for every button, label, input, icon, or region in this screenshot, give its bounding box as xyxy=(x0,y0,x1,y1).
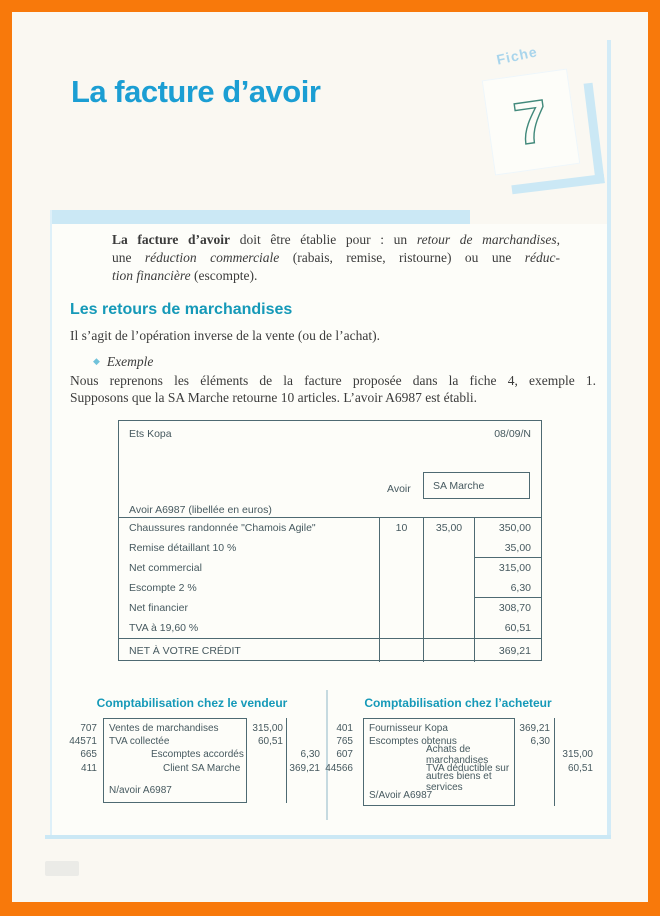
table-row xyxy=(119,598,541,618)
account-number: 765 xyxy=(336,736,353,748)
table-row xyxy=(119,558,541,578)
cell-unit: 35,00 xyxy=(423,518,474,538)
account-number: 707 xyxy=(80,722,97,734)
account-label: Escomptes obtenus xyxy=(369,736,457,748)
cell-qty: 10 xyxy=(379,518,423,538)
cell-qty xyxy=(379,618,423,638)
debit-amount: 315,00 xyxy=(252,722,283,734)
cell-unit xyxy=(423,578,474,598)
account-number: 401 xyxy=(336,722,353,734)
intro-bold: La facture d’avoir xyxy=(112,232,231,247)
invoice-avoir-label: Avoir xyxy=(387,483,411,495)
cell-amount: 369,21 xyxy=(474,639,541,662)
debit-amount: 369,21 xyxy=(519,722,550,734)
intro-italic: retour de marchandises xyxy=(416,232,557,247)
journal-rows xyxy=(52,722,324,776)
buyer-journal xyxy=(312,718,604,810)
vendor-journal xyxy=(52,718,324,810)
cell-desc: Escompte 2 % xyxy=(129,582,197,594)
cell-desc: Remise détaillant 10 % xyxy=(129,542,237,554)
table-row xyxy=(119,578,541,598)
journal-note: S/Avoir A6987 xyxy=(369,790,433,801)
account-label: Escomptes accordés xyxy=(151,749,244,761)
journal-row xyxy=(52,722,324,735)
account-label: Client SA Marche xyxy=(163,762,241,774)
journal-row xyxy=(312,743,604,766)
intro-line-3 xyxy=(112,267,560,285)
cell-amount: 315,00 xyxy=(474,558,541,578)
account-number: 607 xyxy=(336,749,353,761)
table-row xyxy=(119,538,541,558)
account-number: 665 xyxy=(80,749,97,761)
account-label: Ventes de marchandises xyxy=(109,722,219,734)
decor-right-line xyxy=(607,40,611,837)
intro-text: (rabais, remise, ristourne) ou une xyxy=(279,250,525,265)
account-number: 44566 xyxy=(325,762,353,774)
cell-amount: 60,51 xyxy=(474,618,541,638)
journal-row xyxy=(312,770,604,793)
cell-desc: NET À VOTRE CRÉDIT xyxy=(129,644,241,657)
cell-qty xyxy=(379,639,423,662)
page-number-smudge xyxy=(45,861,79,876)
intro-text: (escompte). xyxy=(190,268,258,283)
intro-text: une xyxy=(112,250,145,265)
invoice-client-box xyxy=(423,472,530,499)
journal-note: N/avoir A6987 xyxy=(109,785,172,796)
page-inner xyxy=(12,12,648,902)
cell-unit xyxy=(423,598,474,618)
cell-amount: 308,70 xyxy=(474,598,541,618)
debit-amount: 6,30 xyxy=(530,736,550,748)
cell-qty xyxy=(379,598,423,618)
cell-desc: TVA à 19,60 % xyxy=(129,622,199,634)
buyer-journal-heading: Comptabilisation chez l’acheteur xyxy=(364,696,552,710)
cell-unit xyxy=(423,618,474,638)
intro-paragraph xyxy=(112,231,560,285)
example-heading xyxy=(93,354,153,370)
example-label: Exemple xyxy=(106,354,154,369)
account-number: 411 xyxy=(81,762,97,774)
intro-italic: réduction commerciale xyxy=(144,250,280,265)
fiche-label: Fiche xyxy=(495,43,539,68)
account-label: TVA collectée xyxy=(109,736,170,748)
fiche-badge xyxy=(482,68,581,175)
credit-amount: 60,51 xyxy=(567,762,593,774)
credit-amount: 315,00 xyxy=(562,749,593,761)
cell-desc: Net commercial xyxy=(129,562,202,574)
decor-bottom-line xyxy=(45,835,611,839)
journal-row xyxy=(52,748,324,761)
cell-amount: 6,30 xyxy=(474,578,541,598)
intro-text: doit être établie pour : un xyxy=(230,232,417,247)
section-body: Il s’agit de l’opération inverse de la vente (ou de l’achat). xyxy=(70,328,380,343)
cell-amount: 350,00 xyxy=(474,518,541,538)
journal-rows xyxy=(312,722,604,793)
table-row-total xyxy=(119,638,541,662)
account-label-wrap: autres biens et services xyxy=(426,770,492,793)
account-number: 44571 xyxy=(69,736,97,748)
intro-italic: réduc- xyxy=(524,250,560,265)
account-label: Fournisseur Kopa xyxy=(369,722,448,734)
invoice-doc-line: Avoir A6987 (libellée en euros) xyxy=(129,504,272,516)
intro-text: , xyxy=(556,232,560,247)
account-label: TVA déductible sur xyxy=(426,762,510,774)
fiche-number: 7 xyxy=(509,86,553,158)
cell-qty xyxy=(379,538,423,558)
example-line-1: Nous reprenons les éléments de la facture proposée dans la fiche 4, exemple 1. xyxy=(70,373,596,388)
cell-unit xyxy=(423,558,474,578)
invoice-company: Ets Kopa xyxy=(129,428,172,440)
decor-top-band xyxy=(50,210,470,224)
section-heading: Les retours de marchandises xyxy=(70,301,293,318)
journal-row xyxy=(52,735,324,748)
journal-row xyxy=(312,722,604,735)
invoice-client: SA Marche xyxy=(433,480,485,492)
cell-unit xyxy=(423,538,474,558)
cell-desc: Net financier xyxy=(129,602,188,614)
intro-italic: tion financière xyxy=(112,268,191,283)
intro-line-2 xyxy=(112,249,560,267)
debit-amount: 60,51 xyxy=(257,736,283,748)
cell-unit xyxy=(423,639,474,662)
vendor-journal-heading: Comptabilisation chez le vendeur xyxy=(96,696,288,710)
invoice-body xyxy=(119,517,541,662)
cell-qty xyxy=(379,558,423,578)
credit-amount: 369,21 xyxy=(289,762,320,774)
account-label: Achats de marchandises xyxy=(426,743,489,766)
table-row xyxy=(119,618,541,638)
diamond-bullet-icon: ◆ xyxy=(93,356,100,366)
cell-desc: Chaussures randonnée "Chamois Agile" xyxy=(129,522,316,534)
table-row xyxy=(119,518,541,538)
cell-amount: 35,00 xyxy=(474,538,541,558)
example-line-2: Supposons que la SA Marche retourne 10 articles. L’avoir A6987 est établi. xyxy=(70,389,478,405)
cell-qty xyxy=(379,578,423,598)
journal-row xyxy=(52,762,324,775)
invoice-date: 08/09/N xyxy=(494,428,531,440)
credit-note-table xyxy=(118,420,542,661)
intro-line-1 xyxy=(112,231,560,249)
example-paragraph xyxy=(70,373,596,406)
credit-amount: 6,30 xyxy=(300,749,320,761)
page-title: La facture d’avoir xyxy=(71,74,321,109)
